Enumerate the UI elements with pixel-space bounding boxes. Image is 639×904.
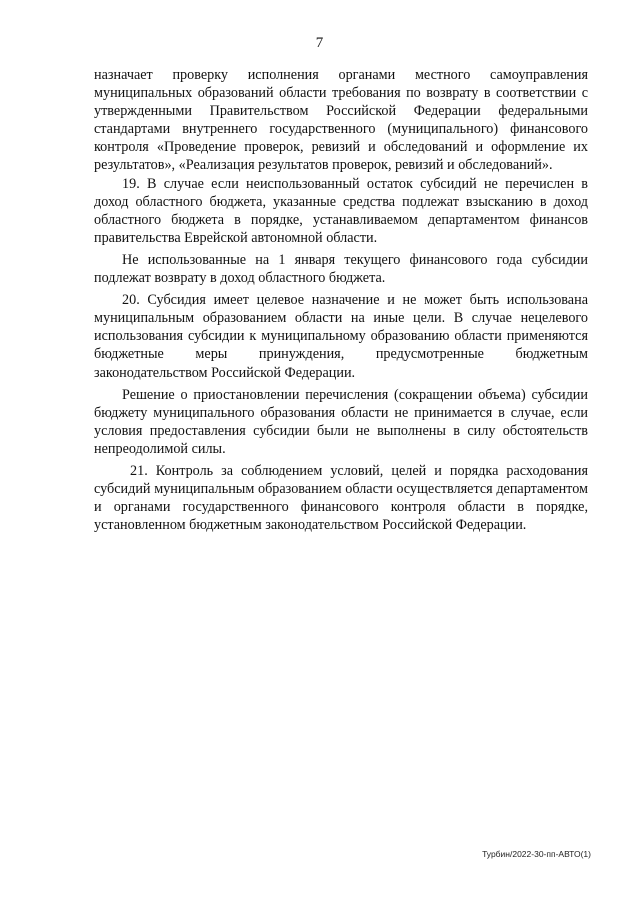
paragraph-suspension-decision: Решение о приостановлении перечисления (сокращении объема) субсидии бюджету муниципального образования области не принимается в случае, если условия предоставления субсидии были не выполнены в силу обстоятельств непреодолимой силы. — [94, 386, 588, 457]
paragraph-unused-subsidies: Не использованные на 1 января текущего финансового года субсидии подлежат возврату в доход областного бюджета. — [94, 251, 588, 287]
paragraph-clause-21: 21. Контроль за соблюдением условий, целей и порядка расходования субсидий муниципальным образованием области осуществляется департаментом и органами государственного финансового контроля области в порядке, установленном бюджетным законодательством Российской Федерации. — [94, 462, 588, 534]
paragraph-continuation: назначает проверку исполнения органами местного самоуправления муниципальных образований области требования по возврату в соответствии с утвержденными Правительством Российской Федерации федеральными стандартами внутреннего государственного (муниципального) финансового контроля «Проведение проверок, ревизий и обследований и оформление их результатов», «Реализация результатов проверок, ревизий и обследований». — [94, 67, 588, 174]
document-code: Турбин/2022-30-пп-АВТО(1) — [482, 849, 591, 859]
document-body — [94, 66, 588, 534]
paragraph-clause-19: 19. В случае если неиспользованный остаток субсидий не перечислен в доход областного бюджета, указанные средства подлежат взысканию в доход областного бюджета в порядке, устанавливаемом департаментом финансов правительства Еврейской автономной области. — [94, 175, 588, 246]
paragraph-clause-20: 20. Субсидия имеет целевое назначение и не может быть использована муниципальным образованием области на иные цели. В случае нецелевого использования субсидии к муниципальному образованию области применяются бюджетные меры принуждения, предусмотренные бюджетным законодательством Российской Федерации. — [94, 292, 588, 381]
page-number: 7 — [315, 35, 324, 51]
